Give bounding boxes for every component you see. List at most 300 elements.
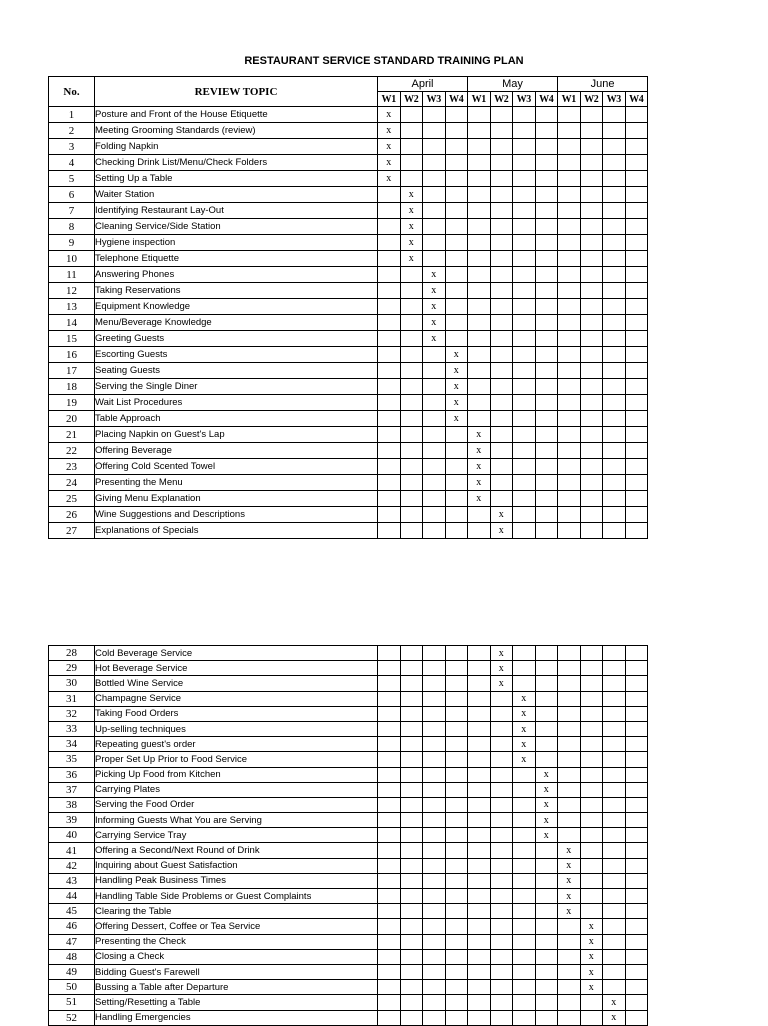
row-number: 10 xyxy=(49,251,95,267)
week-cell xyxy=(490,459,513,475)
week-cell xyxy=(400,443,423,459)
review-topic-cell: Table Approach xyxy=(95,411,378,427)
week-cell xyxy=(445,661,468,676)
week-cell xyxy=(603,828,626,843)
week-cell xyxy=(445,491,468,507)
week-cell xyxy=(445,676,468,691)
week-cell xyxy=(378,706,401,721)
table-row xyxy=(49,828,648,843)
row-number: 21 xyxy=(49,427,95,443)
week-cell xyxy=(378,187,401,203)
table-row xyxy=(49,219,648,235)
week-cell xyxy=(513,459,536,475)
table-row xyxy=(49,843,648,858)
week-cell xyxy=(468,691,491,706)
table-row xyxy=(49,203,648,219)
scheduled-week-mark: x xyxy=(400,219,423,235)
week-cell xyxy=(625,919,648,934)
row-number: 49 xyxy=(49,964,95,979)
week-cell xyxy=(445,235,468,251)
review-topic-cell: Hot Beverage Service xyxy=(95,661,378,676)
week-cell xyxy=(400,123,423,139)
week-cell xyxy=(580,283,603,299)
row-number: 17 xyxy=(49,363,95,379)
week-cell xyxy=(400,155,423,171)
week-cell xyxy=(580,171,603,187)
week-cell xyxy=(378,347,401,363)
week-cell xyxy=(400,797,423,812)
row-number: 18 xyxy=(49,379,95,395)
scheduled-week-mark: x xyxy=(378,139,401,155)
week-cell xyxy=(490,782,513,797)
week-cell xyxy=(490,187,513,203)
week-cell xyxy=(603,219,626,235)
row-number: 3 xyxy=(49,139,95,155)
week-cell xyxy=(625,171,648,187)
week-cell xyxy=(445,873,468,888)
review-topic-cell: Handling Emergencies xyxy=(95,1010,378,1025)
review-topic-cell: Greeting Guests xyxy=(95,331,378,347)
week-cell xyxy=(468,155,491,171)
week-cell xyxy=(445,646,468,661)
table-row xyxy=(49,873,648,888)
table-row xyxy=(49,904,648,919)
week-cell xyxy=(625,661,648,676)
review-topic-cell: Identifying Restaurant Lay-Out xyxy=(95,203,378,219)
table-row xyxy=(49,459,648,475)
review-topic-cell: Meeting Grooming Standards (review) xyxy=(95,123,378,139)
week-cell xyxy=(580,395,603,411)
week-cell xyxy=(400,395,423,411)
review-topic-cell: Taking Food Orders xyxy=(95,706,378,721)
week-cell xyxy=(378,203,401,219)
week-cell xyxy=(513,934,536,949)
week-cell xyxy=(423,379,446,395)
column-header-review-topic: REVIEW TOPIC xyxy=(95,77,378,107)
review-topic-cell: Offering Dessert, Coffee or Tea Service xyxy=(95,919,378,934)
week-cell xyxy=(603,395,626,411)
week-cell xyxy=(378,427,401,443)
row-number: 30 xyxy=(49,676,95,691)
week-cell xyxy=(490,299,513,315)
week-cell xyxy=(625,107,648,123)
scheduled-week-mark: x xyxy=(400,251,423,267)
week-cell xyxy=(513,203,536,219)
week-cell xyxy=(490,347,513,363)
week-cell xyxy=(423,219,446,235)
week-cell xyxy=(625,315,648,331)
week-cell xyxy=(490,980,513,995)
table-row xyxy=(49,995,648,1010)
week-cell xyxy=(445,171,468,187)
scheduled-week-mark: x xyxy=(445,395,468,411)
week-cell xyxy=(445,267,468,283)
review-topic-cell: Escorting Guests xyxy=(95,347,378,363)
week-cell xyxy=(558,752,581,767)
week-header: W1 xyxy=(468,92,491,107)
week-cell xyxy=(468,646,491,661)
week-cell xyxy=(378,475,401,491)
week-cell xyxy=(580,267,603,283)
row-number: 16 xyxy=(49,347,95,363)
row-number: 20 xyxy=(49,411,95,427)
week-cell xyxy=(490,934,513,949)
row-number: 33 xyxy=(49,721,95,736)
week-cell xyxy=(468,395,491,411)
week-cell xyxy=(580,411,603,427)
week-cell xyxy=(558,767,581,782)
week-cell xyxy=(490,267,513,283)
week-header: W3 xyxy=(513,92,536,107)
week-cell xyxy=(513,491,536,507)
week-cell xyxy=(580,873,603,888)
week-cell xyxy=(423,828,446,843)
week-cell xyxy=(558,523,581,539)
week-cell xyxy=(378,235,401,251)
week-cell xyxy=(468,171,491,187)
week-cell xyxy=(513,283,536,299)
week-cell xyxy=(603,782,626,797)
scheduled-week-mark: x xyxy=(580,934,603,949)
review-topic-cell: Posture and Front of the House Etiquette xyxy=(95,107,378,123)
table-row xyxy=(49,411,648,427)
week-cell xyxy=(558,813,581,828)
week-cell xyxy=(400,721,423,736)
week-cell xyxy=(468,767,491,782)
week-cell xyxy=(378,443,401,459)
week-cell xyxy=(558,155,581,171)
week-cell xyxy=(400,107,423,123)
review-topic-cell: Placing Napkin on Guest's Lap xyxy=(95,427,378,443)
week-cell xyxy=(558,691,581,706)
week-cell xyxy=(513,299,536,315)
week-cell xyxy=(378,721,401,736)
week-cell xyxy=(468,721,491,736)
week-cell xyxy=(625,828,648,843)
week-cell xyxy=(603,187,626,203)
week-cell xyxy=(580,155,603,171)
week-cell xyxy=(490,691,513,706)
week-cell xyxy=(625,347,648,363)
week-cell xyxy=(513,813,536,828)
week-cell xyxy=(445,767,468,782)
week-cell xyxy=(445,691,468,706)
scheduled-week-mark: x xyxy=(580,949,603,964)
week-cell xyxy=(445,706,468,721)
week-cell xyxy=(513,843,536,858)
scheduled-week-mark: x xyxy=(558,858,581,873)
week-cell xyxy=(625,155,648,171)
week-cell xyxy=(468,315,491,331)
week-cell xyxy=(603,646,626,661)
week-cell xyxy=(490,797,513,812)
week-cell xyxy=(445,203,468,219)
week-cell xyxy=(423,1010,446,1025)
scheduled-week-mark: x xyxy=(490,661,513,676)
week-cell xyxy=(378,964,401,979)
review-topic-cell: Bussing a Table after Departure xyxy=(95,980,378,995)
week-cell xyxy=(513,949,536,964)
month-header-may: May xyxy=(468,77,558,92)
week-cell xyxy=(558,347,581,363)
week-header: W2 xyxy=(580,92,603,107)
week-cell xyxy=(558,491,581,507)
review-topic-cell: Serving the Single Diner xyxy=(95,379,378,395)
row-number: 40 xyxy=(49,828,95,843)
week-cell xyxy=(558,283,581,299)
review-topic-cell: Wine Suggestions and Descriptions xyxy=(95,507,378,523)
scheduled-week-mark: x xyxy=(378,171,401,187)
week-cell xyxy=(603,123,626,139)
week-cell xyxy=(558,443,581,459)
week-cell xyxy=(535,843,558,858)
week-cell xyxy=(423,363,446,379)
week-cell xyxy=(378,267,401,283)
week-cell xyxy=(535,107,558,123)
week-cell xyxy=(603,843,626,858)
week-cell xyxy=(558,980,581,995)
month-header-june: June xyxy=(558,77,648,92)
week-cell xyxy=(378,873,401,888)
week-cell xyxy=(468,347,491,363)
week-cell xyxy=(445,949,468,964)
week-cell xyxy=(445,904,468,919)
week-cell xyxy=(378,949,401,964)
week-cell xyxy=(468,813,491,828)
week-cell xyxy=(400,347,423,363)
scheduled-week-mark: x xyxy=(378,155,401,171)
week-cell xyxy=(603,347,626,363)
week-cell xyxy=(603,919,626,934)
week-cell xyxy=(625,427,648,443)
week-cell xyxy=(580,507,603,523)
row-number: 24 xyxy=(49,475,95,491)
week-cell xyxy=(513,828,536,843)
week-cell xyxy=(625,219,648,235)
week-cell xyxy=(513,889,536,904)
row-number: 35 xyxy=(49,752,95,767)
table-row xyxy=(49,661,648,676)
week-cell xyxy=(513,919,536,934)
week-cell xyxy=(423,491,446,507)
review-topic-cell: Repeating guest's order xyxy=(95,737,378,752)
week-cell xyxy=(558,646,581,661)
week-cell xyxy=(423,691,446,706)
week-cell xyxy=(603,980,626,995)
table-row xyxy=(49,507,648,523)
table-row xyxy=(49,283,648,299)
week-cell xyxy=(603,363,626,379)
week-cell xyxy=(513,873,536,888)
week-cell xyxy=(535,411,558,427)
week-cell xyxy=(423,443,446,459)
week-cell xyxy=(535,347,558,363)
review-topic-cell: Inquiring about Guest Satisfaction xyxy=(95,858,378,873)
week-cell xyxy=(535,934,558,949)
scheduled-week-mark: x xyxy=(400,203,423,219)
week-cell xyxy=(468,873,491,888)
row-number: 26 xyxy=(49,507,95,523)
row-number: 34 xyxy=(49,737,95,752)
table-row xyxy=(49,1010,648,1025)
week-cell xyxy=(558,964,581,979)
week-cell xyxy=(378,858,401,873)
week-cell xyxy=(580,443,603,459)
row-number: 11 xyxy=(49,267,95,283)
week-cell xyxy=(535,171,558,187)
week-cell xyxy=(625,235,648,251)
row-number: 2 xyxy=(49,123,95,139)
scheduled-week-mark: x xyxy=(603,1010,626,1025)
week-cell xyxy=(558,661,581,676)
week-cell xyxy=(558,797,581,812)
week-cell xyxy=(535,315,558,331)
week-cell xyxy=(490,363,513,379)
scheduled-week-mark: x xyxy=(423,267,446,283)
week-cell xyxy=(603,507,626,523)
week-header: W4 xyxy=(445,92,468,107)
week-cell xyxy=(580,187,603,203)
week-cell xyxy=(423,235,446,251)
week-cell xyxy=(445,964,468,979)
week-cell xyxy=(625,379,648,395)
row-number: 25 xyxy=(49,491,95,507)
week-cell xyxy=(378,904,401,919)
table-row xyxy=(49,889,648,904)
week-cell xyxy=(423,782,446,797)
week-cell xyxy=(580,315,603,331)
week-cell xyxy=(535,661,558,676)
week-cell xyxy=(535,964,558,979)
row-number: 28 xyxy=(49,646,95,661)
scheduled-week-mark: x xyxy=(490,507,513,523)
week-cell xyxy=(625,889,648,904)
week-header: W2 xyxy=(400,92,423,107)
week-cell xyxy=(490,395,513,411)
table-row xyxy=(49,363,648,379)
week-cell xyxy=(580,459,603,475)
week-cell xyxy=(625,949,648,964)
row-number: 52 xyxy=(49,1010,95,1025)
review-topic-cell: Waiter Station xyxy=(95,187,378,203)
week-cell xyxy=(400,315,423,331)
week-cell xyxy=(423,523,446,539)
row-number: 7 xyxy=(49,203,95,219)
week-cell xyxy=(603,411,626,427)
week-cell xyxy=(378,797,401,812)
week-cell xyxy=(580,235,603,251)
week-cell xyxy=(513,475,536,491)
week-cell xyxy=(468,187,491,203)
week-cell xyxy=(603,203,626,219)
week-cell xyxy=(400,813,423,828)
scheduled-week-mark: x xyxy=(580,919,603,934)
week-cell xyxy=(580,691,603,706)
week-cell xyxy=(603,661,626,676)
table-row xyxy=(49,475,648,491)
week-cell xyxy=(535,299,558,315)
scheduled-week-mark: x xyxy=(423,283,446,299)
week-cell xyxy=(400,934,423,949)
table-row xyxy=(49,491,648,507)
week-cell xyxy=(625,523,648,539)
scheduled-week-mark: x xyxy=(490,646,513,661)
week-cell xyxy=(513,443,536,459)
week-cell xyxy=(580,889,603,904)
week-cell xyxy=(468,797,491,812)
week-cell xyxy=(400,427,423,443)
week-cell xyxy=(468,980,491,995)
week-cell xyxy=(603,251,626,267)
week-cell xyxy=(603,459,626,475)
week-cell xyxy=(445,889,468,904)
week-cell xyxy=(423,813,446,828)
week-cell xyxy=(513,507,536,523)
week-cell xyxy=(625,283,648,299)
scheduled-week-mark: x xyxy=(400,235,423,251)
month-header-april: April xyxy=(378,77,468,92)
week-cell xyxy=(468,139,491,155)
week-cell xyxy=(513,427,536,443)
week-cell xyxy=(535,507,558,523)
week-cell xyxy=(625,443,648,459)
week-cell xyxy=(513,782,536,797)
week-cell xyxy=(400,858,423,873)
review-topic-cell: Handling Peak Business Times xyxy=(95,873,378,888)
week-cell xyxy=(445,251,468,267)
week-cell xyxy=(400,782,423,797)
scheduled-week-mark: x xyxy=(513,706,536,721)
week-cell xyxy=(603,889,626,904)
week-cell xyxy=(445,797,468,812)
week-cell xyxy=(603,706,626,721)
week-cell xyxy=(445,858,468,873)
scheduled-week-mark: x xyxy=(423,299,446,315)
week-cell xyxy=(468,964,491,979)
week-cell xyxy=(423,737,446,752)
week-cell xyxy=(625,858,648,873)
table-row xyxy=(49,737,648,752)
week-cell xyxy=(400,646,423,661)
row-number: 31 xyxy=(49,691,95,706)
week-cell xyxy=(535,889,558,904)
week-cell xyxy=(580,752,603,767)
week-cell xyxy=(468,411,491,427)
week-cell xyxy=(490,828,513,843)
week-cell xyxy=(580,475,603,491)
row-number: 23 xyxy=(49,459,95,475)
review-topic-cell: Giving Menu Explanation xyxy=(95,491,378,507)
week-cell xyxy=(400,283,423,299)
week-cell xyxy=(558,1010,581,1025)
row-number: 14 xyxy=(49,315,95,331)
row-number: 36 xyxy=(49,767,95,782)
week-cell xyxy=(603,315,626,331)
week-cell xyxy=(468,949,491,964)
review-topic-cell: Seating Guests xyxy=(95,363,378,379)
week-cell xyxy=(468,828,491,843)
week-cell xyxy=(400,171,423,187)
week-cell xyxy=(625,964,648,979)
week-header: W3 xyxy=(423,92,446,107)
scheduled-week-mark: x xyxy=(400,187,423,203)
week-cell xyxy=(445,980,468,995)
scheduled-week-mark: x xyxy=(580,964,603,979)
week-cell xyxy=(625,767,648,782)
week-cell xyxy=(603,331,626,347)
week-cell xyxy=(625,203,648,219)
week-cell xyxy=(558,995,581,1010)
